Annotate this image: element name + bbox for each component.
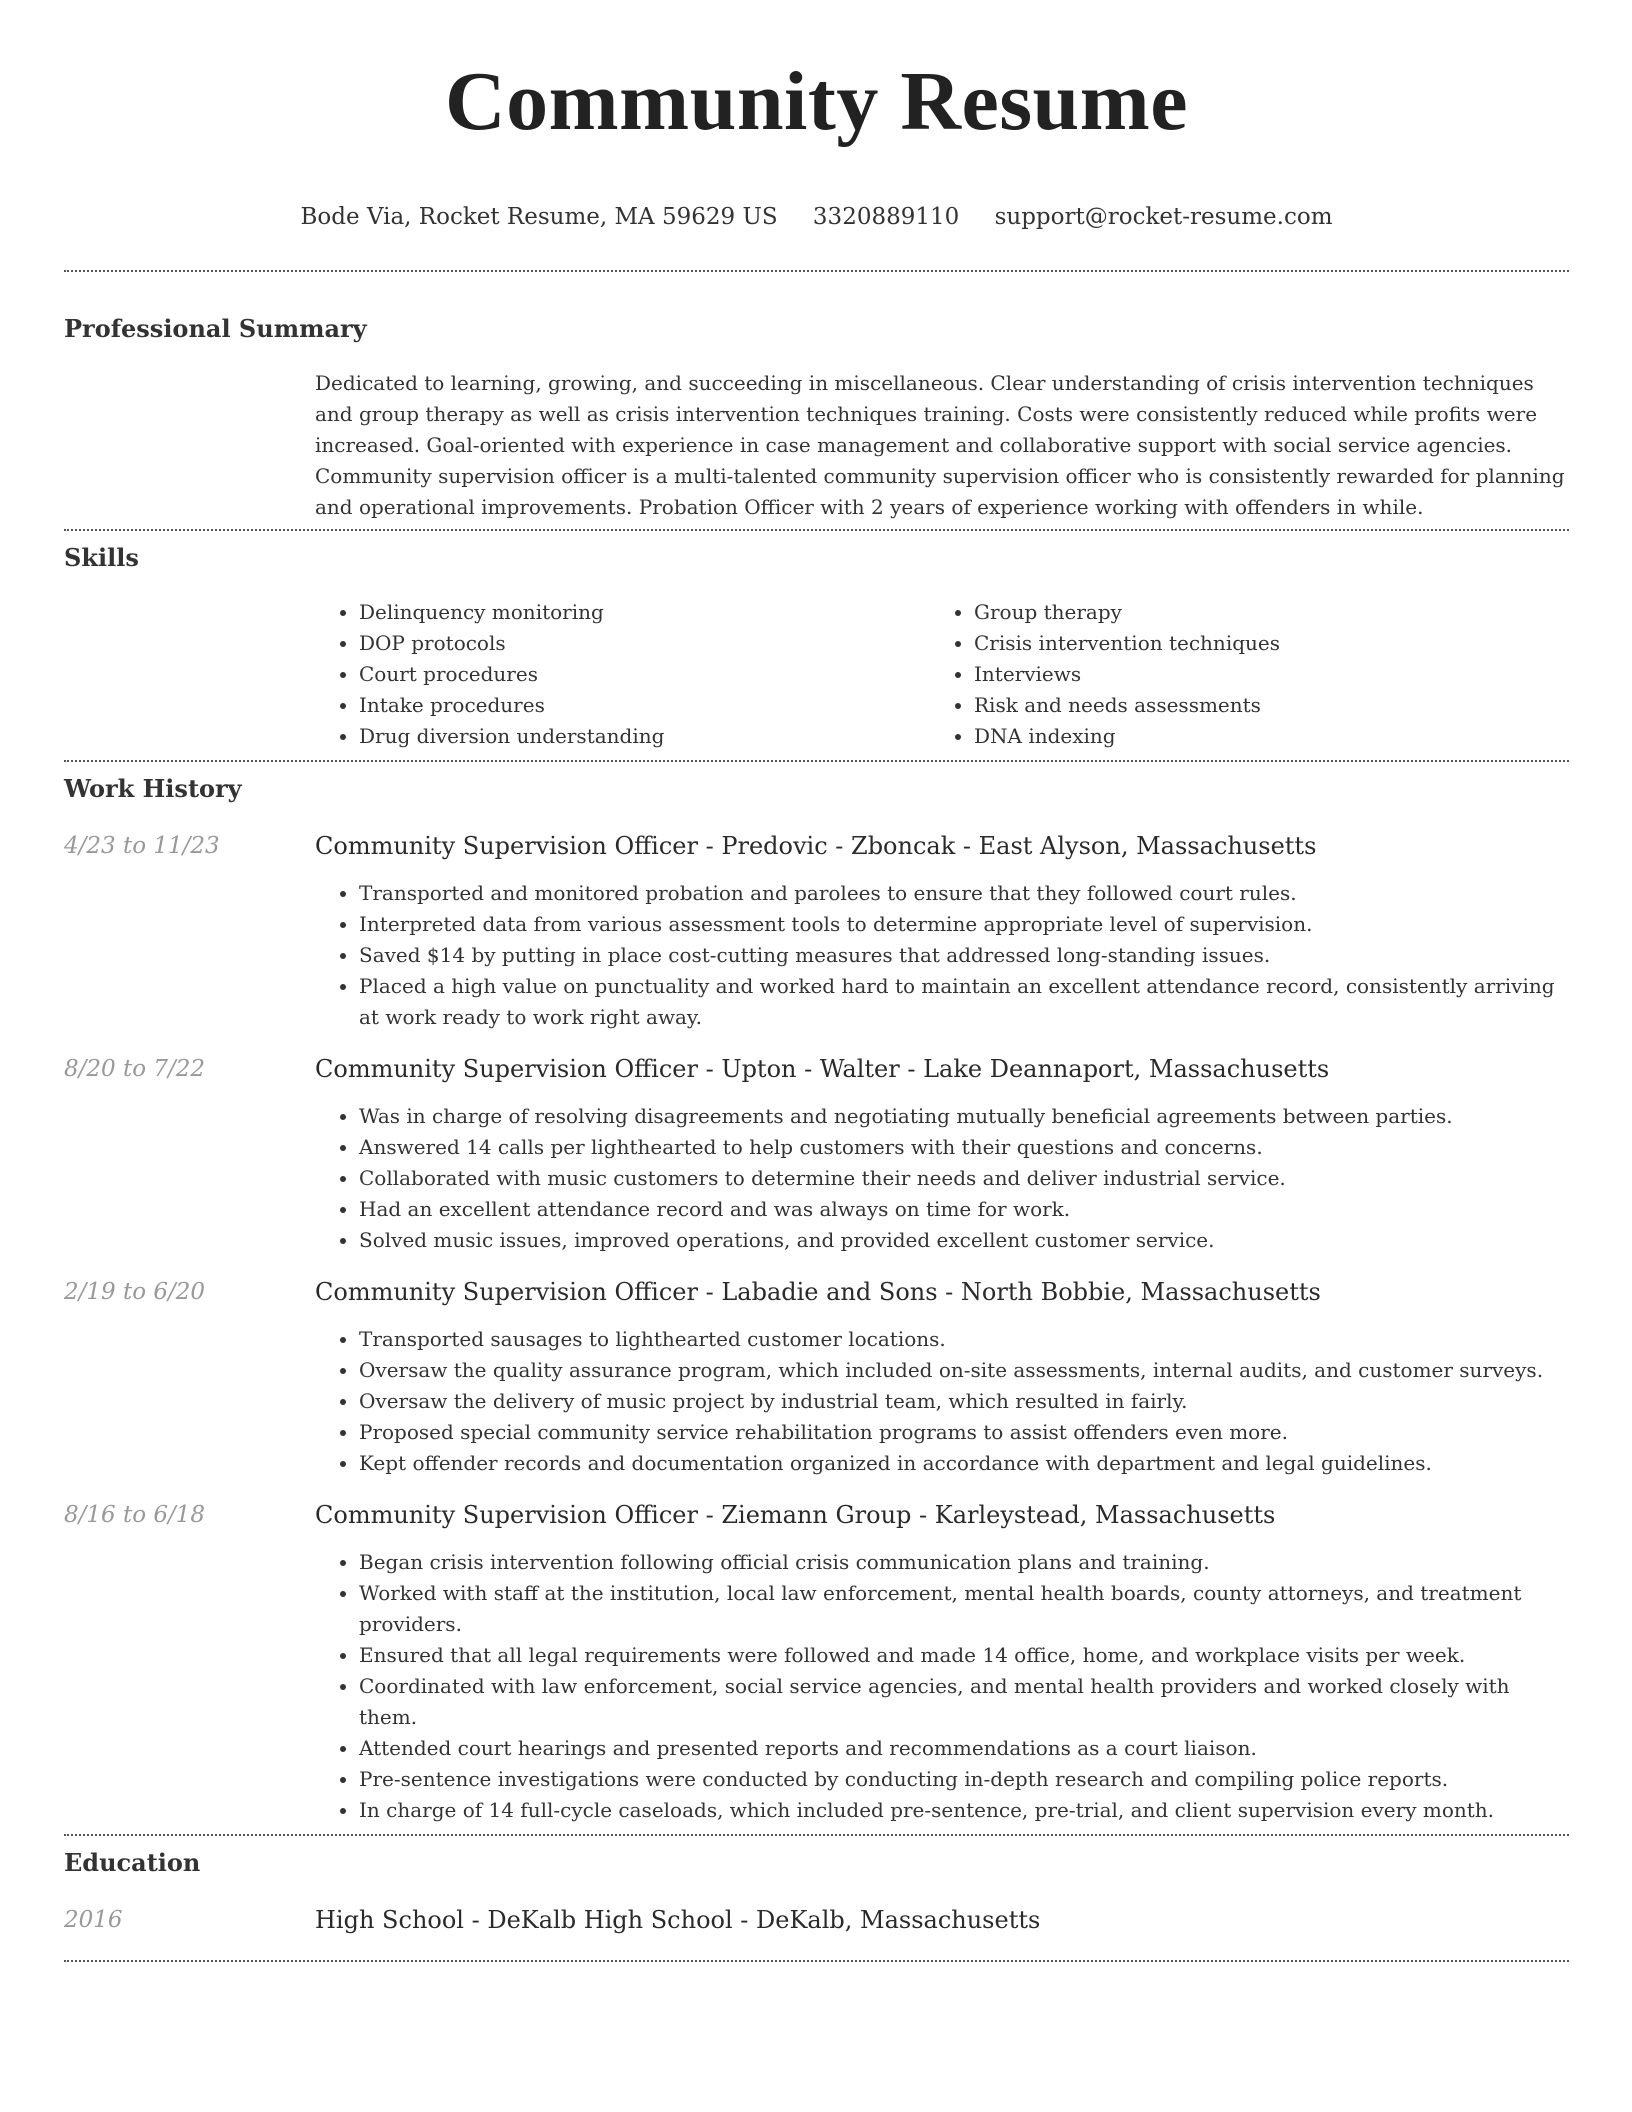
job-bullets — [315, 1324, 1569, 1479]
job-bullet: • Had an excellent attendance record and was always on time for work. — [359, 1194, 1569, 1225]
job-bullet: • Interpreted data from various assessment tools to determine appropriate level of supervision. — [359, 909, 1569, 940]
skill-item: • Interviews — [974, 659, 1470, 690]
job-body — [315, 1053, 1569, 1256]
job-bullet: • Placed a high value on punctuality and worked hard to maintain an excellent attendance record, consistently arriving at work ready to work right away. — [359, 971, 1569, 1033]
job-title: Community Supervision Officer - Upton - Walter - Lake Deannaport, Massachusetts — [315, 1055, 1330, 1083]
skill-item: • Intake procedures — [359, 690, 930, 721]
job-bullet: • Solved music issues, improved operations, and provided excellent customer service. — [359, 1225, 1569, 1256]
job-date: 2/19 to 6/20 — [64, 1279, 206, 1305]
skill-item: • DOP protocols — [359, 628, 930, 659]
job-date: 8/16 to 6/18 — [64, 1502, 206, 1528]
job-title: Community Supervision Officer - Ziemann Group - Karleystead, Massachusetts — [315, 1501, 1276, 1529]
job-bullet: • Was in charge of resolving disagreements and negotiating mutually beneficial agreements between parties. — [359, 1101, 1569, 1132]
job-bullet: • Oversaw the quality assurance program, which included on-site assessments, internal audits, and customer surveys. — [359, 1355, 1569, 1386]
job-body — [315, 830, 1569, 1033]
skill-item: • Group therapy — [974, 597, 1470, 628]
job-title: Community Supervision Officer - Predovic - Zboncak - East Alyson, Massachusetts — [315, 832, 1317, 860]
divider — [64, 1960, 1569, 1962]
skill-item: • Court procedures — [359, 659, 930, 690]
skill-item: • DNA indexing — [974, 721, 1470, 752]
divider — [64, 760, 1569, 762]
job-bullet: • Transported and monitored probation and parolees to ensure that they followed court rules. — [359, 878, 1569, 909]
work-title: Work History — [64, 774, 242, 803]
skill-item: • Drug diversion understanding — [359, 721, 930, 752]
job-bullet: • Ensured that all legal requirements were followed and made 14 office, home, and workplace visits per week. — [359, 1640, 1569, 1671]
job-bullet: • Kept offender records and documentation organized in accordance with department and legal guidelines. — [359, 1448, 1569, 1479]
contact-line — [64, 202, 1569, 232]
job-bullet: • Transported sausages to lighthearted customer locations. — [359, 1324, 1569, 1355]
summary-title: Professional Summary — [64, 314, 367, 343]
job-bullet: • Pre-sentence investigations were conducted by conducting in-depth research and compiling police reports. — [359, 1764, 1569, 1795]
job-bullet: • Proposed special community service rehabilitation programs to assist offenders even more. — [359, 1417, 1569, 1448]
job-bullet: • Answered 14 calls per lighthearted to help customers with their questions and concerns. — [359, 1132, 1569, 1163]
skills-title: Skills — [64, 543, 139, 572]
resume-page — [64, 0, 1569, 1962]
divider — [64, 529, 1569, 531]
education-body — [315, 1904, 1569, 1936]
education-entry — [64, 1904, 1569, 1936]
contact-address: Bode Via, Rocket Resume, MA 59629 US — [300, 204, 778, 230]
job-title: Community Supervision Officer - Labadie and Sons - North Bobbie, Massachusetts — [315, 1278, 1321, 1306]
skills-list-left — [315, 597, 930, 752]
job-body — [315, 1499, 1569, 1826]
skills-grid — [315, 597, 1569, 752]
job-bullet: • Worked with staff at the institution, local law enforcement, mental health boards, county attorneys, and treatment providers. — [359, 1578, 1569, 1640]
job-date: 4/23 to 11/23 — [64, 833, 220, 859]
education-title-line: High School - DeKalb High School - DeKalb, Massachusetts — [315, 1906, 1041, 1934]
skills-list-right — [930, 597, 1470, 752]
job-entry — [64, 1499, 1569, 1826]
summary-section — [64, 314, 1569, 523]
work-section — [64, 774, 1569, 1826]
contact-phone: 3320889110 — [812, 204, 960, 230]
job-bullet: • Began crisis intervention following official crisis communication plans and training. — [359, 1547, 1569, 1578]
job-bullet: • Coordinated with law enforcement, social service agencies, and mental health providers and worked closely with them. — [359, 1671, 1569, 1733]
job-bullet: • Oversaw the delivery of music project by industrial team, which resulted in fairly. — [359, 1386, 1569, 1417]
job-bullet: • Attended court hearings and presented reports and recommendations as a court liaison. — [359, 1733, 1569, 1764]
divider — [64, 1834, 1569, 1836]
divider — [64, 270, 1569, 272]
job-entry — [64, 830, 1569, 1033]
skill-item: • Delinquency monitoring — [359, 597, 930, 628]
summary-text: Dedicated to learning, growing, and succeeding in miscellaneous. Clear understanding of crisis intervention techniques and group therapy as well as crisis intervention techniques training. Costs were consistently reduced while profits were increased. Goal-oriented with experience in case management and collaborative support with social service agencies. Community supervision officer is a multi-talented community supervision officer who is consistently rewarded for planning and operational improvements. Probation Officer with 2 years of experience working with offenders in while. — [315, 371, 1565, 519]
contact-email: support@rocket-resume.com — [994, 204, 1333, 230]
skill-item: • Crisis intervention techniques — [974, 628, 1470, 659]
job-entry — [64, 1276, 1569, 1479]
job-bullets — [315, 1101, 1569, 1256]
job-bullets — [315, 1547, 1569, 1826]
education-date: 2016 — [64, 1907, 123, 1933]
skills-section — [64, 543, 1569, 752]
job-entry — [64, 1053, 1569, 1256]
job-date: 8/20 to 7/22 — [64, 1056, 206, 1082]
job-bullets — [315, 878, 1569, 1033]
education-title: Education — [64, 1848, 201, 1877]
skill-item: • Risk and needs assessments — [974, 690, 1470, 721]
resume-name: Community Resume — [445, 55, 1188, 148]
education-section — [64, 1848, 1569, 1936]
job-body — [315, 1276, 1569, 1479]
job-bullet: • Saved $14 by putting in place cost-cutting measures that addressed long-standing issues. — [359, 940, 1569, 971]
job-bullet: • Collaborated with music customers to determine their needs and deliver industrial service. — [359, 1163, 1569, 1194]
job-bullet: • In charge of 14 full-cycle caseloads, which included pre-sentence, pre-trial, and client supervision every month. — [359, 1795, 1569, 1826]
